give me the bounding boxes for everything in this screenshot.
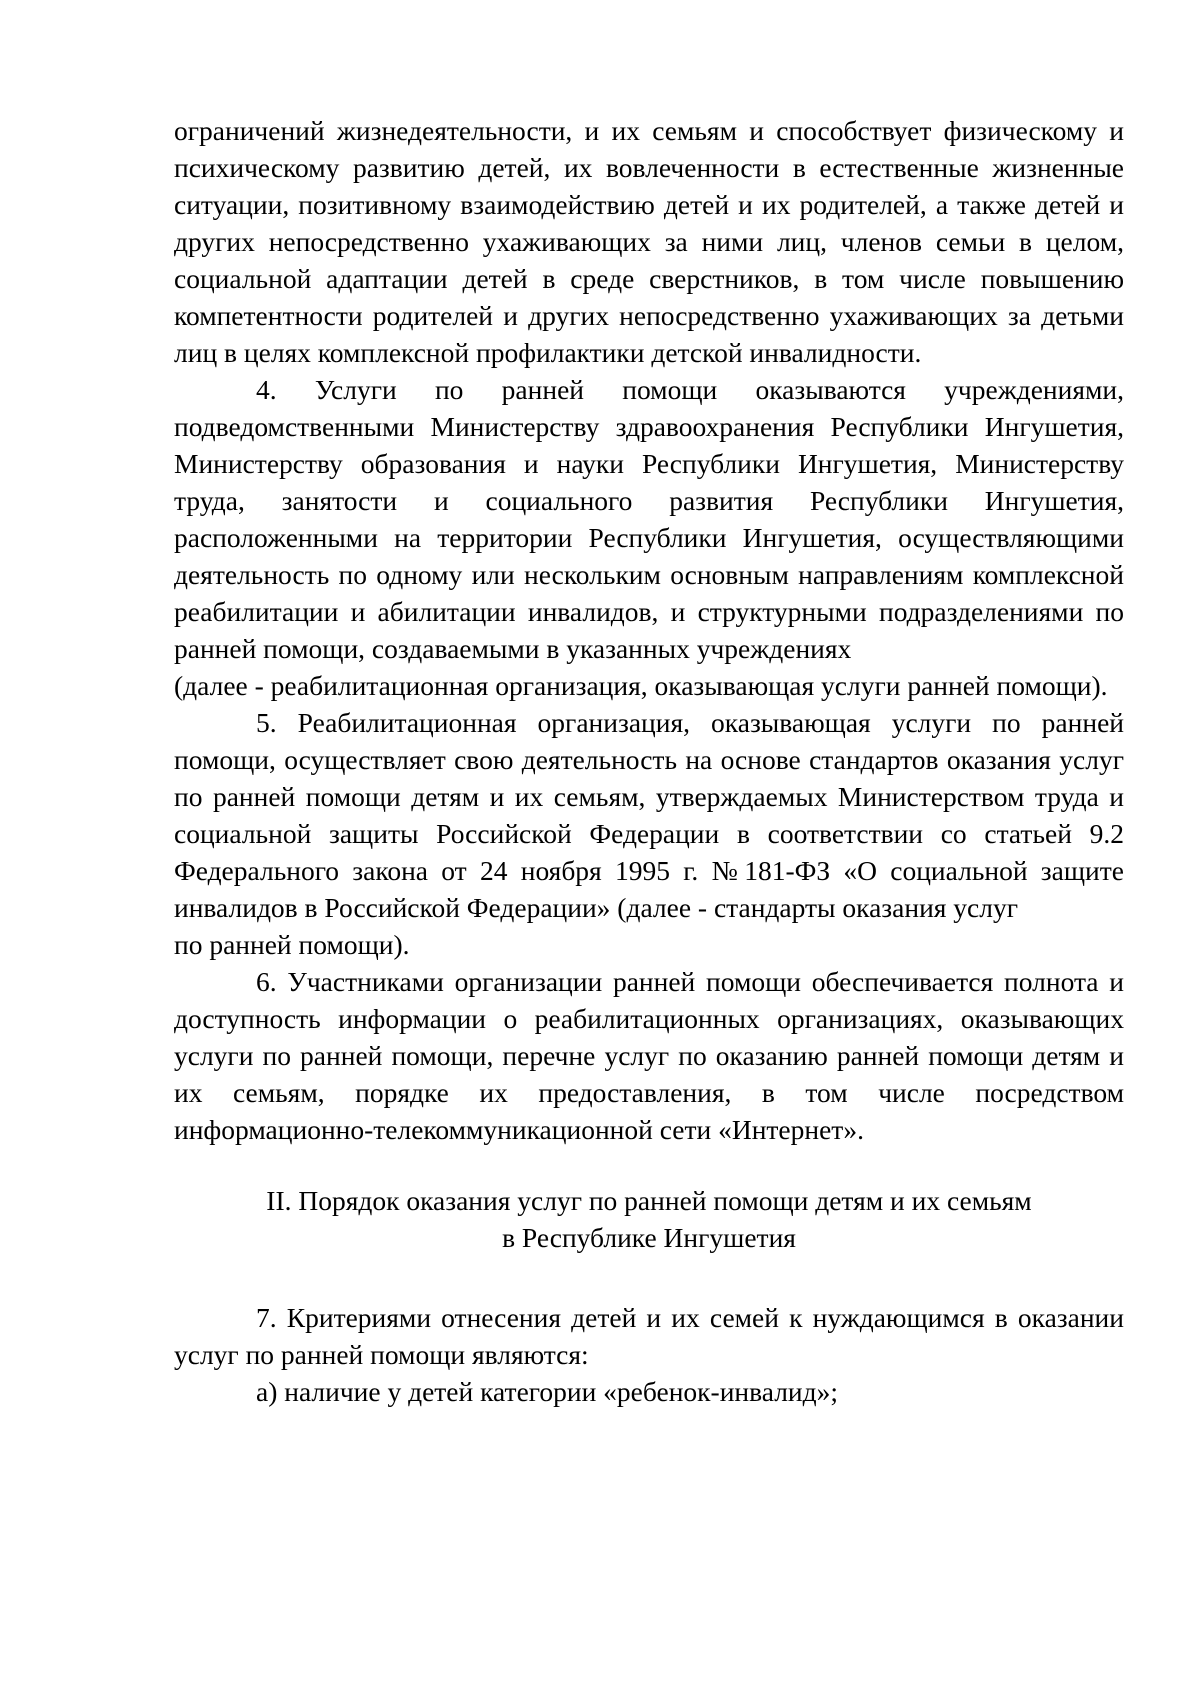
section-heading-line-1: II. Порядок оказания услуг по ранней помощи детям и их семьям [266,1185,1032,1216]
paragraph-5: 5. Реабилитационная организация, оказывающая услуги по ранней помощи, осуществляет свою деятельность на основе стандартов оказания услуг по ранней помощи детям и их семьям, утверждаемых Министерством труда и социальной защиты Российской Федерации в соответствии со статьей 9.2 Федерального закона от 24 ноября 1995 г. №181-ФЗ «О социальной защите инвалидов в Российской Федерации» (далее - стандарты оказания услуг [174,707,1124,923]
paragraph-4-continuation: (далее - реабилитационная организация, оказывающая услуги ранней помощи). [174,670,1108,701]
paragraph-6: 6. Участниками организации ранней помощи обеспечивается полнота и доступность информации о реабилитационных организациях, оказывающих услуги по ранней помощи, перечне услуг по оказанию ранней помощи детям и их семьям, порядке их предоставления, в том числе посредством информационно-телекоммуникационной сети «Интернет». [174,966,1124,1145]
paragraph-continuation: ограничений жизнедеятельности, и их семьям и способствует физическому и психическому развитию детей, их вовлеченности в естественные жизненные ситуации, позитивному взаимодействию детей и их родителей, а также детей и других непосредственно ухаживающих за ними лиц, членов семьи в целом, социальной адаптации детей в среде сверстников, в том числе повышению компетентности родителей и других непосредственно ухаживающих за детьми лиц в целях комплексной профилактики детской инвалидности. [174,115,1124,368]
document-body [174,112,1124,1410]
paragraph-5-continuation: по ранней помощи). [174,929,410,960]
paragraph-7a: а) наличие у детей категории «ребенок-инвалид»; [256,1376,839,1407]
section-heading [174,1182,1124,1256]
section-gap [174,1256,1124,1299]
paragraph-4: 4. Услуги по ранней помощи оказываются учреждениями, подведомственными Министерству здравоохранения Республики Ингушетия, Министерству образования и науки Республики Ингушетия, Министерству труда, занятости и социального развития Республики Ингушетия, расположенными на территории Республики Ингушетия, осуществляющими деятельность по одному или нескольким основным направлениям комплексной реабилитации и абилитации инвалидов, и структурными подразделениями по ранней помощи, создаваемыми в указанных учреждениях [174,374,1124,664]
section-heading-line-2: в Республике Ингушетия [502,1222,796,1253]
paragraph-7: 7. Критериями отнесения детей и их семей к нуждающимся в оказании услуг по ранней помощи являются: [174,1302,1124,1370]
